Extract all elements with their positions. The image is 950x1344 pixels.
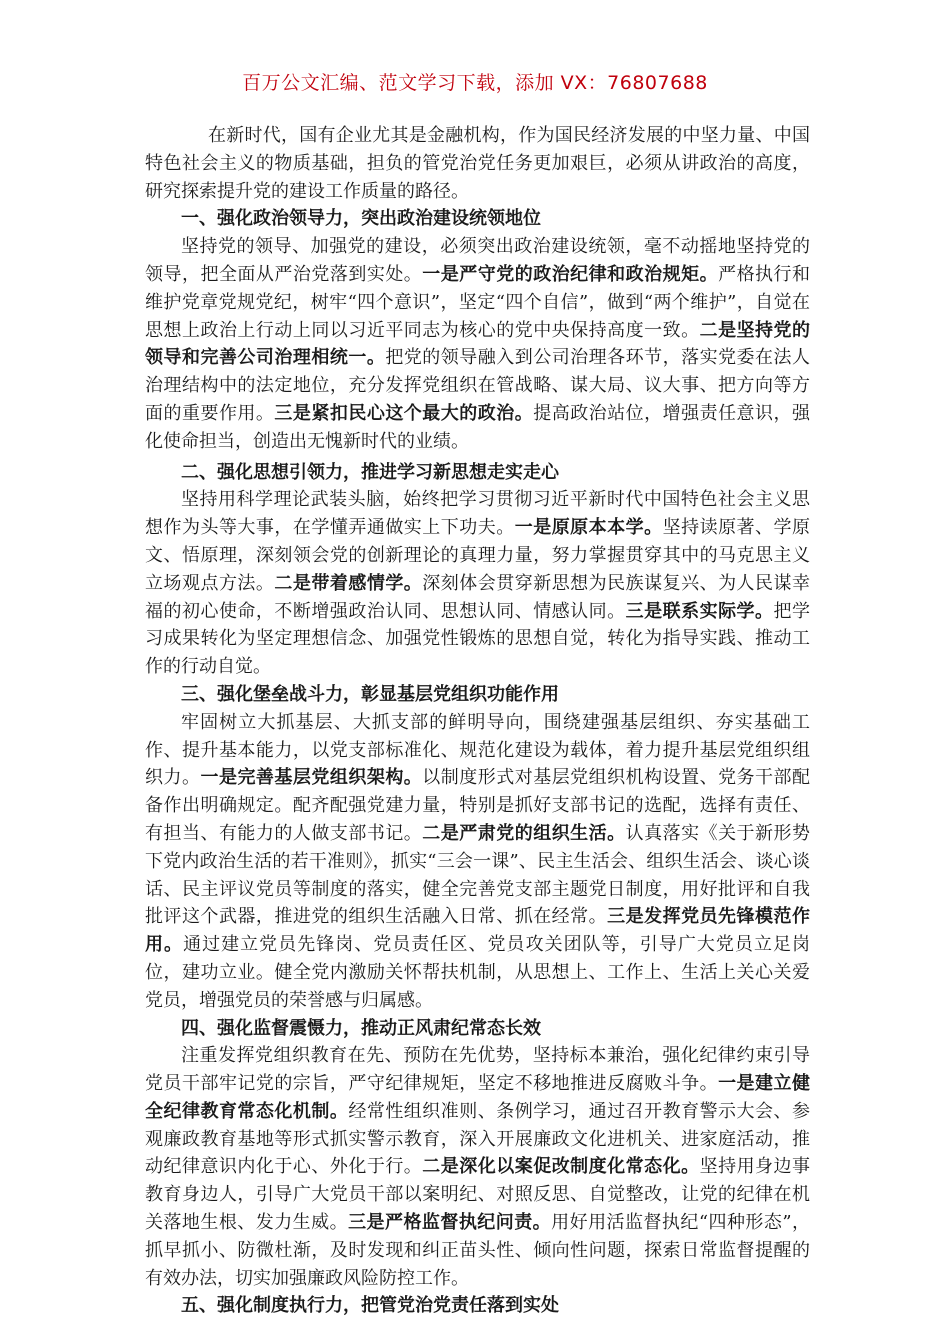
section-3-text-3: 通过建立党员先锋岗、党员责任区、党员攻关团队等，引导广大党员立足岗位，建功立业。健全党内激励关怀帮扶机制，从思想上、工作上、生活上关心关爱党员，增强党员的荣誉感与归属感。 — [145, 934, 811, 1011]
section-4-point-1: 一是建立健全纪律教育常态化机制。 — [145, 1073, 811, 1122]
section-2-point-3: 三是联系实际学。 — [625, 600, 774, 622]
section-1-lead: 坚持党的领导、加强党的建设，必须突出政治建设统领，毫不动摇地坚持党的领导，把全面从严治党落到实处。 — [145, 236, 810, 285]
section-4-lead: 注重发挥党组织教育在先、预防在先优势，坚持标本兼治，强化纪律约束引导党员干部牢记党的宗旨，严守纪律规矩，坚定不移地推进反腐败斗争。 — [145, 1045, 810, 1095]
section-4-point-3: 三是严格监督执纪问责。 — [348, 1212, 552, 1234]
section-1-point-2: 二是坚持党的领导和完善公司治理相统一。 — [145, 319, 811, 369]
intro-paragraph: 在新时代，国有企业尤其是金融机构，作为国民经济发展的中坚力量、中国特色社会主义的物质基础，担负的管党治党任务更加艰巨，必须从讲政治的高度，研究探索提升党的建设工作质量的路径。 — [145, 125, 810, 202]
section-3-heading: 三、强化堡垒战斗力，彰显基层党组织功能作用 — [181, 683, 559, 705]
section-3-text-2: 认真落实《关于新形势下党内政治生活的若干准则》，抓实“三会一课”、民主生活会、组织生活会、谈心谈话、民主评议党员等制度的落实，健全完善党支部主题党日制度，用好批评和自我批评这个武器，推进党的组织生活融入日常、抓在经常。 — [145, 822, 811, 928]
section-1-text-2: 把党的领导融入到公司治理各环节，落实党委在法人治理结构中的法定地位，充分发挥党组织在管战略、谋大局、议大事、把方向等方面的重要作用。 — [145, 347, 811, 424]
section-4-text-2: 坚持用身边事教育身边人，引导广大党员干部以案明纪、对照反思、自觉整改，让党的纪律在机关落地生根、发力生威。 — [145, 1156, 811, 1234]
section-2-text-2: 深刻体会贯穿新思想为民族谋复兴、为人民谋幸福的初心使命，不断增强政治认同、思想认同、情感认同。 — [145, 572, 811, 622]
section-2-text-1: 坚持读原著、学原文、悟原理，深刻领会党的创新理论的真理力量，努力掌握贯穿其中的马克思主义立场观点方法。 — [145, 517, 811, 594]
section-1-text-1: 严格执行和维护党章党规党纪，树牢“四个意识”，坚定“四个自信”，做到“两个维护”，自觉在思想上政治上行动上同以习近平同志为核心的党中央保持高度一致。 — [145, 263, 811, 341]
section-2-heading: 二、强化思想引领力，推进学习新思想走实走心 — [181, 461, 559, 483]
section-4-text-3: 用好用活监督执纪“四种形态”，抓早抓小、防微杜渐，及时发现和纠正苗头性、倾向性问题，探索日常监督提醒的有效办法，切实加强廉政风险防控工作。 — [145, 1212, 811, 1289]
section-3-point-1: 一是完善基层党组织架构。 — [200, 767, 423, 789]
section-2-point-1: 一是原原本本学。 — [514, 517, 663, 539]
section-1-heading: 一、强化政治领导力，突出政治建设统领地位 — [181, 208, 541, 230]
section-1-paragraph — [145, 233, 810, 455]
header-banner: 百万公文汇编、范文学习下载，添加 VX：76807688 — [242, 72, 708, 94]
section-1-point-1: 一是严守党的政治纪律和政治规矩。 — [422, 263, 719, 285]
section-3-point-3: 三是发挥党员先锋模范作用。 — [145, 906, 810, 956]
section-4-text-1: 经常性组织准则、条例学习，通过召开教育警示大会、参观廉政教育基地等形式抓实警示教育，深入开展廉政文化进机关、进家庭活动，推动纪律意识内化于心、外化于行。 — [145, 1100, 810, 1178]
section-4-paragraph — [145, 1042, 810, 1292]
section-3-paragraph — [145, 709, 810, 1015]
section-4-heading: 四、强化监督震慑力，推动正风肃纪常态长效 — [181, 1017, 541, 1039]
section-2-paragraph — [145, 486, 810, 681]
section-1-text-3: 提高政治站位，增强责任意识，强化使命担当，创造出无愧新时代的业绩。 — [145, 402, 811, 452]
section-4-point-2: 二是深化以案促改制度化常态化。 — [422, 1156, 700, 1178]
section-1-point-3: 三是紧扣民心这个最大的政治。 — [274, 402, 534, 424]
section-3-text-1: 以制度形式对基层党组织机构设置、党务干部配备作出明确规定。配齐配强党建力量，特别是抓好支部书记的选配，选择有责任、有担当、有能力的人做支部书记。 — [145, 767, 811, 844]
section-2-lead: 坚持用科学理论武装头脑，始终把学习贯彻习近平新时代中国特色社会主义思想作为头等大事，在学懂弄通做实上下功夫。 — [145, 489, 810, 539]
document-body — [145, 122, 810, 1320]
section-3-point-2: 二是严肃党的组织生活。 — [422, 822, 626, 844]
section-3-lead: 牢固树立大抓基层、大抓支部的鲜明导向，围绕建强基层组织、夯实基础工作、提升基本能力，以党支部标准化、规范化建设为载体，着力提升基层党组织组织力。 — [145, 711, 810, 789]
section-2-text-3: 把学习成果转化为坚定理想信念、加强党性锻炼的思想自觉，转化为指导实践、推动工作的行动自觉。 — [145, 600, 811, 678]
section-2-point-2: 二是带着感情学。 — [274, 572, 423, 594]
section-5-heading: 五、强化制度执行力，把管党治党责任落到实处 — [181, 1295, 559, 1317]
